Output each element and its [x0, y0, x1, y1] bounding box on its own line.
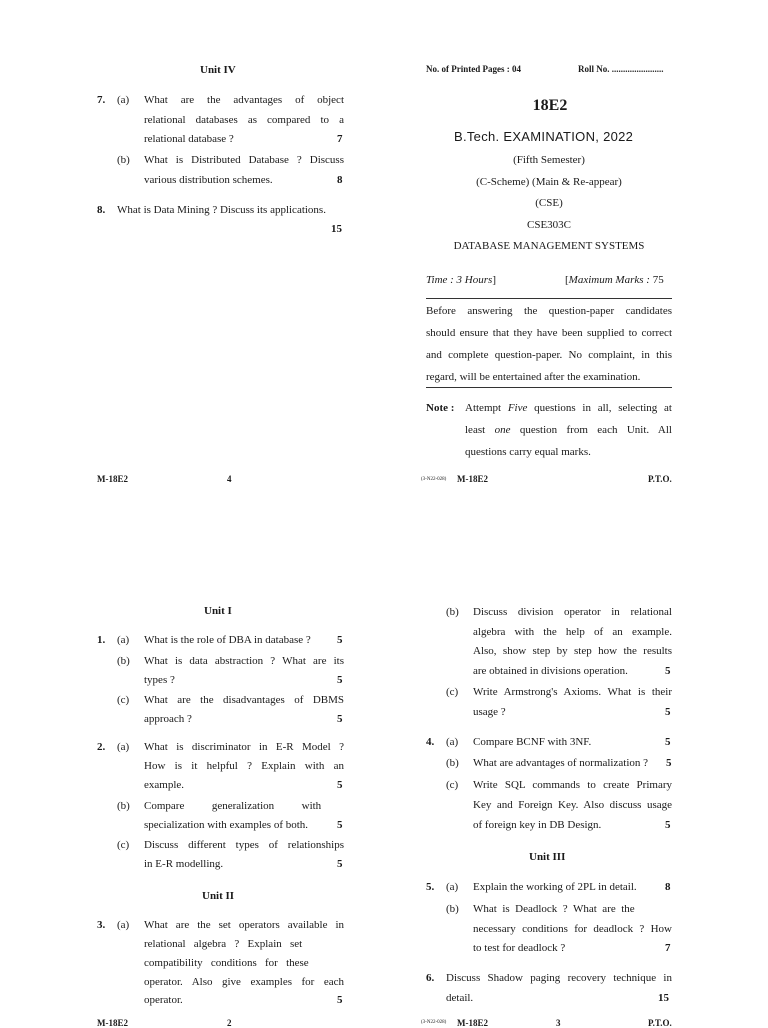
- exam-title: B.Tech. EXAMINATION, 2022: [454, 129, 634, 144]
- q8-text: What is Data Mining ? Discuss its applications.: [117, 204, 326, 216]
- marks-value: 75: [652, 274, 664, 286]
- q1b-line-2: types ?: [144, 674, 175, 686]
- q4a-marks: 5: [665, 736, 671, 748]
- q3b-line-2: algebra with the help of an example.: [473, 626, 672, 638]
- q4a-text: Compare BCNF with 3NF.: [473, 736, 592, 748]
- q7a-label: (a): [117, 94, 130, 106]
- q1b-marks: 5: [337, 674, 343, 686]
- q3c-line-2: usage ?: [473, 706, 506, 718]
- page1-footer-batch: (3-N22-028): [421, 477, 447, 482]
- q5-number: 5.: [426, 881, 435, 893]
- q3c-marks: 5: [665, 706, 671, 718]
- q3b-marks: 5: [665, 665, 671, 677]
- q1b-label: (b): [117, 655, 130, 667]
- q3b-line-1: Discuss division operator in relational: [473, 606, 672, 618]
- page3-footer-code: M-18E2: [457, 1018, 488, 1028]
- q7b-line-2: various distribution schemes.: [144, 174, 273, 186]
- q1a-marks: 5: [337, 634, 343, 646]
- q3a-line-3: compatibility conditions for these: [144, 957, 309, 969]
- scheme: (C-Scheme) (Main & Re-appear): [476, 176, 622, 188]
- time-allowed: [426, 274, 496, 286]
- subject-title: DATABASE MANAGEMENT SYSTEMS: [453, 240, 645, 252]
- q3a-label: (a): [117, 919, 130, 931]
- q2a-line-3: example.: [144, 779, 185, 791]
- instruction-line-2: should ensure that they have been supplied to correct: [426, 327, 672, 339]
- q7-number: 7.: [97, 94, 106, 106]
- page1-footer-code: M-18E2: [457, 474, 488, 484]
- note-label: Note :: [426, 402, 455, 414]
- q1-number: 1.: [97, 634, 106, 646]
- q3b-label: (b): [446, 606, 459, 618]
- q4c-marks: 5: [665, 819, 671, 831]
- q2b-line-2: specialization with examples of both.: [144, 819, 309, 831]
- q3a-line-5: operator.: [144, 994, 183, 1006]
- q1c-line-1: What are the disadvantages of DBMS: [144, 694, 344, 706]
- q6-line-2: detail.: [446, 992, 474, 1004]
- page-4: [0, 0, 384, 512]
- q5a-label: (a): [446, 881, 459, 893]
- printed-pages: No. of Printed Pages : 04: [426, 64, 521, 74]
- q3-number: 3.: [97, 919, 106, 931]
- unit-ii-heading: Unit II: [202, 890, 235, 902]
- page-1: [384, 0, 768, 512]
- page-3: [384, 512, 768, 1028]
- q4-number: 4.: [426, 736, 435, 748]
- q7a-line-3: relational database ?: [144, 133, 234, 145]
- unit-i-heading: Unit I: [204, 605, 232, 617]
- q1c-line-2: approach ?: [144, 713, 192, 725]
- q3b-line-3: Also, show step by step how the results: [473, 645, 672, 657]
- q3c-line-1: Write Armstrong's Axioms. What is their: [473, 686, 672, 698]
- q6-marks: 15: [658, 992, 669, 1004]
- q4a-label: (a): [446, 736, 459, 748]
- q3a-marks: 5: [337, 994, 343, 1006]
- unit-iii-heading: Unit III: [529, 851, 566, 863]
- q2b-marks: 5: [337, 819, 343, 831]
- page3-footer-batch: (3-N22-028): [421, 1020, 447, 1025]
- instructions-top-rule: [426, 298, 672, 299]
- q6-line-1: Discuss Shadow paging recovery technique in: [446, 972, 672, 984]
- page-2: [0, 512, 384, 1028]
- page1-footer-pto: P.T.O.: [648, 474, 672, 484]
- q4b-marks: 5: [666, 757, 672, 769]
- marks-bracket: [: [565, 274, 569, 286]
- q3b-line-4: are obtained in divisions operation.: [473, 665, 628, 677]
- q2a-marks: 5: [337, 779, 343, 791]
- q2a-label: (a): [117, 741, 130, 753]
- q7a-line-2: relational databases as compared to a: [144, 114, 344, 126]
- roll-number: Roll No. .......................: [578, 64, 664, 74]
- q2b-label: (b): [117, 800, 130, 812]
- instructions-bottom-rule: [426, 387, 672, 388]
- page2-footer-page-number: 2: [227, 1018, 232, 1028]
- q2-number: 2.: [97, 741, 106, 753]
- q4c-line-2: Key and Foreign Key. Also discuss usage: [473, 799, 672, 811]
- note-line-1: Attempt Five questions in all, selecting at: [465, 402, 672, 414]
- paper-code: 18E2: [532, 97, 568, 114]
- q5b-line-2: necessary conditions for deadlock ? How: [473, 923, 672, 935]
- note-line-3: questions carry equal marks.: [465, 446, 591, 458]
- branch: (CSE): [535, 197, 563, 209]
- q1c-label: (c): [117, 694, 130, 706]
- course-code: CSE303C: [526, 219, 571, 231]
- q2c-marks: 5: [337, 858, 343, 870]
- q3c-label: (c): [446, 686, 459, 698]
- q4c-label: (c): [446, 779, 459, 791]
- q2b-line-1: Compare generalization with: [144, 800, 322, 812]
- instruction-line-1: Before answering the question-paper candidates: [426, 305, 672, 317]
- q4c-line-3: of foreign key in DB Design.: [473, 819, 602, 831]
- q4b-label: (b): [446, 757, 459, 769]
- q5a-text: Explain the working of 2PL in detail.: [473, 881, 637, 893]
- q7a-marks: 7: [337, 133, 343, 145]
- instruction-line-4: regard, will be entertained after the examination.: [426, 371, 641, 383]
- q5a-marks: 8: [665, 881, 671, 893]
- q3a-line-1: What are the set operators available in: [144, 919, 344, 931]
- q2c-line-1: Discuss different types of relationships: [144, 839, 344, 851]
- q5b-marks: 7: [665, 942, 671, 954]
- q8-marks: 15: [331, 223, 342, 235]
- time-bracket: ]: [492, 274, 496, 286]
- q1a-label: (a): [117, 634, 130, 646]
- q5b-line-3: to test for deadlock ?: [473, 942, 566, 954]
- page4-footer-code: M-18E2: [97, 474, 128, 484]
- q1a-text: What is the role of DBA in database ?: [144, 634, 311, 646]
- time-label: Time : 3 Hours: [426, 274, 493, 286]
- q2a-line-2: How is it helpful ? Explain with an: [144, 760, 344, 772]
- page3-footer-pto: P.T.O.: [648, 1018, 672, 1028]
- semester: (Fifth Semester): [513, 154, 585, 166]
- q1c-marks: 5: [337, 713, 343, 725]
- q3a-line-4: operator. Also give examples for each: [144, 976, 344, 988]
- q2c-line-2: in E-R modelling.: [144, 858, 224, 870]
- q8-number: 8.: [97, 204, 106, 216]
- q2a-line-1: What is discriminator in E-R Model ?: [144, 741, 344, 753]
- q7b-marks: 8: [337, 174, 343, 186]
- page2-footer-code: M-18E2: [97, 1018, 128, 1028]
- q2c-label: (c): [117, 839, 130, 851]
- q3a-line-2: relational algebra ? Explain set: [144, 938, 303, 950]
- q5b-label: (b): [446, 903, 459, 915]
- q1b-line-1: What is data abstraction ? What are its: [144, 655, 344, 667]
- q4c-line-1: Write SQL commands to create Primary: [473, 779, 672, 791]
- q6-number: 6.: [426, 972, 435, 984]
- q5b-line-1: What is Deadlock ? What are the: [473, 903, 635, 915]
- note-line-2: least one question from each Unit. All: [465, 424, 672, 436]
- q4b-text: What are advantages of normalization ?: [473, 757, 649, 769]
- instruction-line-3: and complete question-paper. No complaint, in this: [426, 349, 672, 361]
- maximum-marks: [565, 274, 664, 286]
- marks-label: Maximum Marks :: [568, 274, 650, 286]
- unit-iv-heading: Unit IV: [200, 64, 236, 76]
- q7b-label: (b): [117, 154, 130, 166]
- q7b-line-1: What is Distributed Database ? Discuss: [144, 154, 344, 166]
- page4-footer-page-number: 4: [227, 474, 232, 484]
- q7a-line-1: What are the advantages of object: [144, 94, 344, 106]
- page3-footer-page-number: 3: [556, 1018, 561, 1028]
